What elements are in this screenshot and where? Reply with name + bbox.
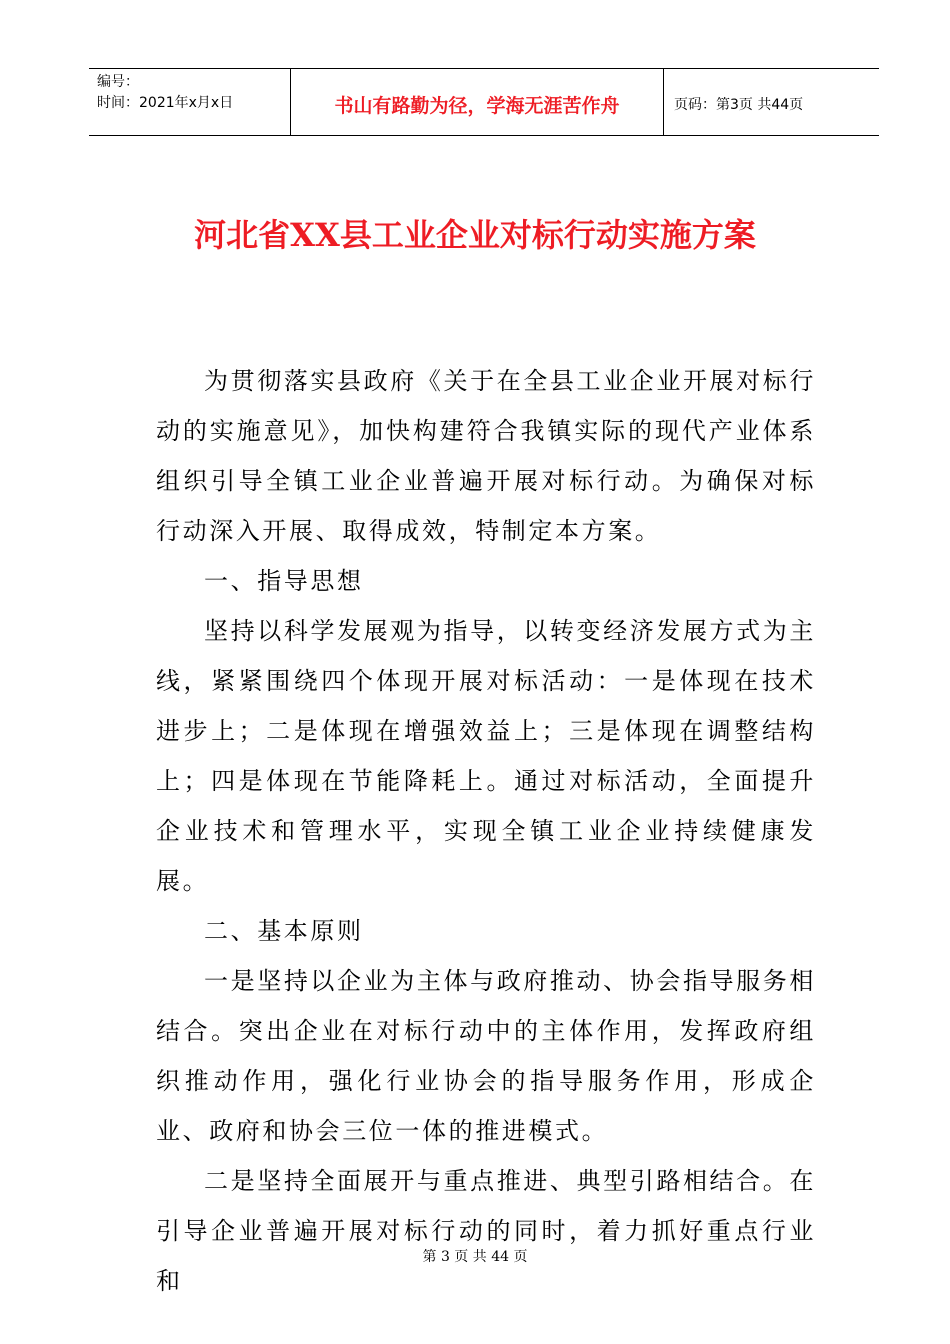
paragraph-principle-two: 二是坚持全面展开与重点推进、典型引路相结合。在引导企业普遍开展对标行动的同时，着力抓好重点行业和 (156, 1167, 816, 1295)
section-heading-guiding-ideology: 一、指导思想 (204, 567, 364, 595)
page-footer: 第 3 页 共 44 页 (422, 1249, 528, 1265)
document-number-label: 编号： (97, 74, 139, 90)
header-page-info: 页码：第3页 共44页 (674, 97, 804, 113)
section-heading-basic-principles: 二、基本原则 (204, 917, 364, 945)
document-title: 河北省XX县工业企业对标行动实施方案 (194, 216, 756, 254)
page-header (89, 68, 879, 136)
document-body (156, 356, 816, 1306)
paragraph-intro: 为贯彻落实县政府《关于在全县工业企业开展对标行动的实施意见》，加快构建符合我镇实际的现代产业体系组织引导全镇工业企业普遍开展对标行动。为确保对标行动深入开展、取得成效，特制定本方案。 (156, 367, 816, 545)
header-meta-cell (89, 69, 291, 135)
document-time-label: 时间：2021年x月x日 (97, 95, 234, 111)
paragraph-principle-one: 一是坚持以企业为主体与政府推动、协会指导服务相结合。突出企业在对标行动中的主体作用，发挥政府组织推动作用，强化行业协会的指导服务作用，形成企业、政府和协会三位一体的推进模式。 (156, 967, 816, 1145)
paragraph-guiding-ideology: 坚持以科学发展观为指导，以转变经济发展方式为主线，紧紧围绕四个体现开展对标活动：一是体现在技术进步上；二是体现在增强效益上；三是体现在调整结构上；四是体现在节能降耗上。通过对标活动，全面提升企业技术和管理水平，实现全镇工业企业持续健康发展。 (156, 617, 816, 895)
header-motto: 书山有路勤为径，学海无涯苦作舟 (291, 69, 664, 135)
